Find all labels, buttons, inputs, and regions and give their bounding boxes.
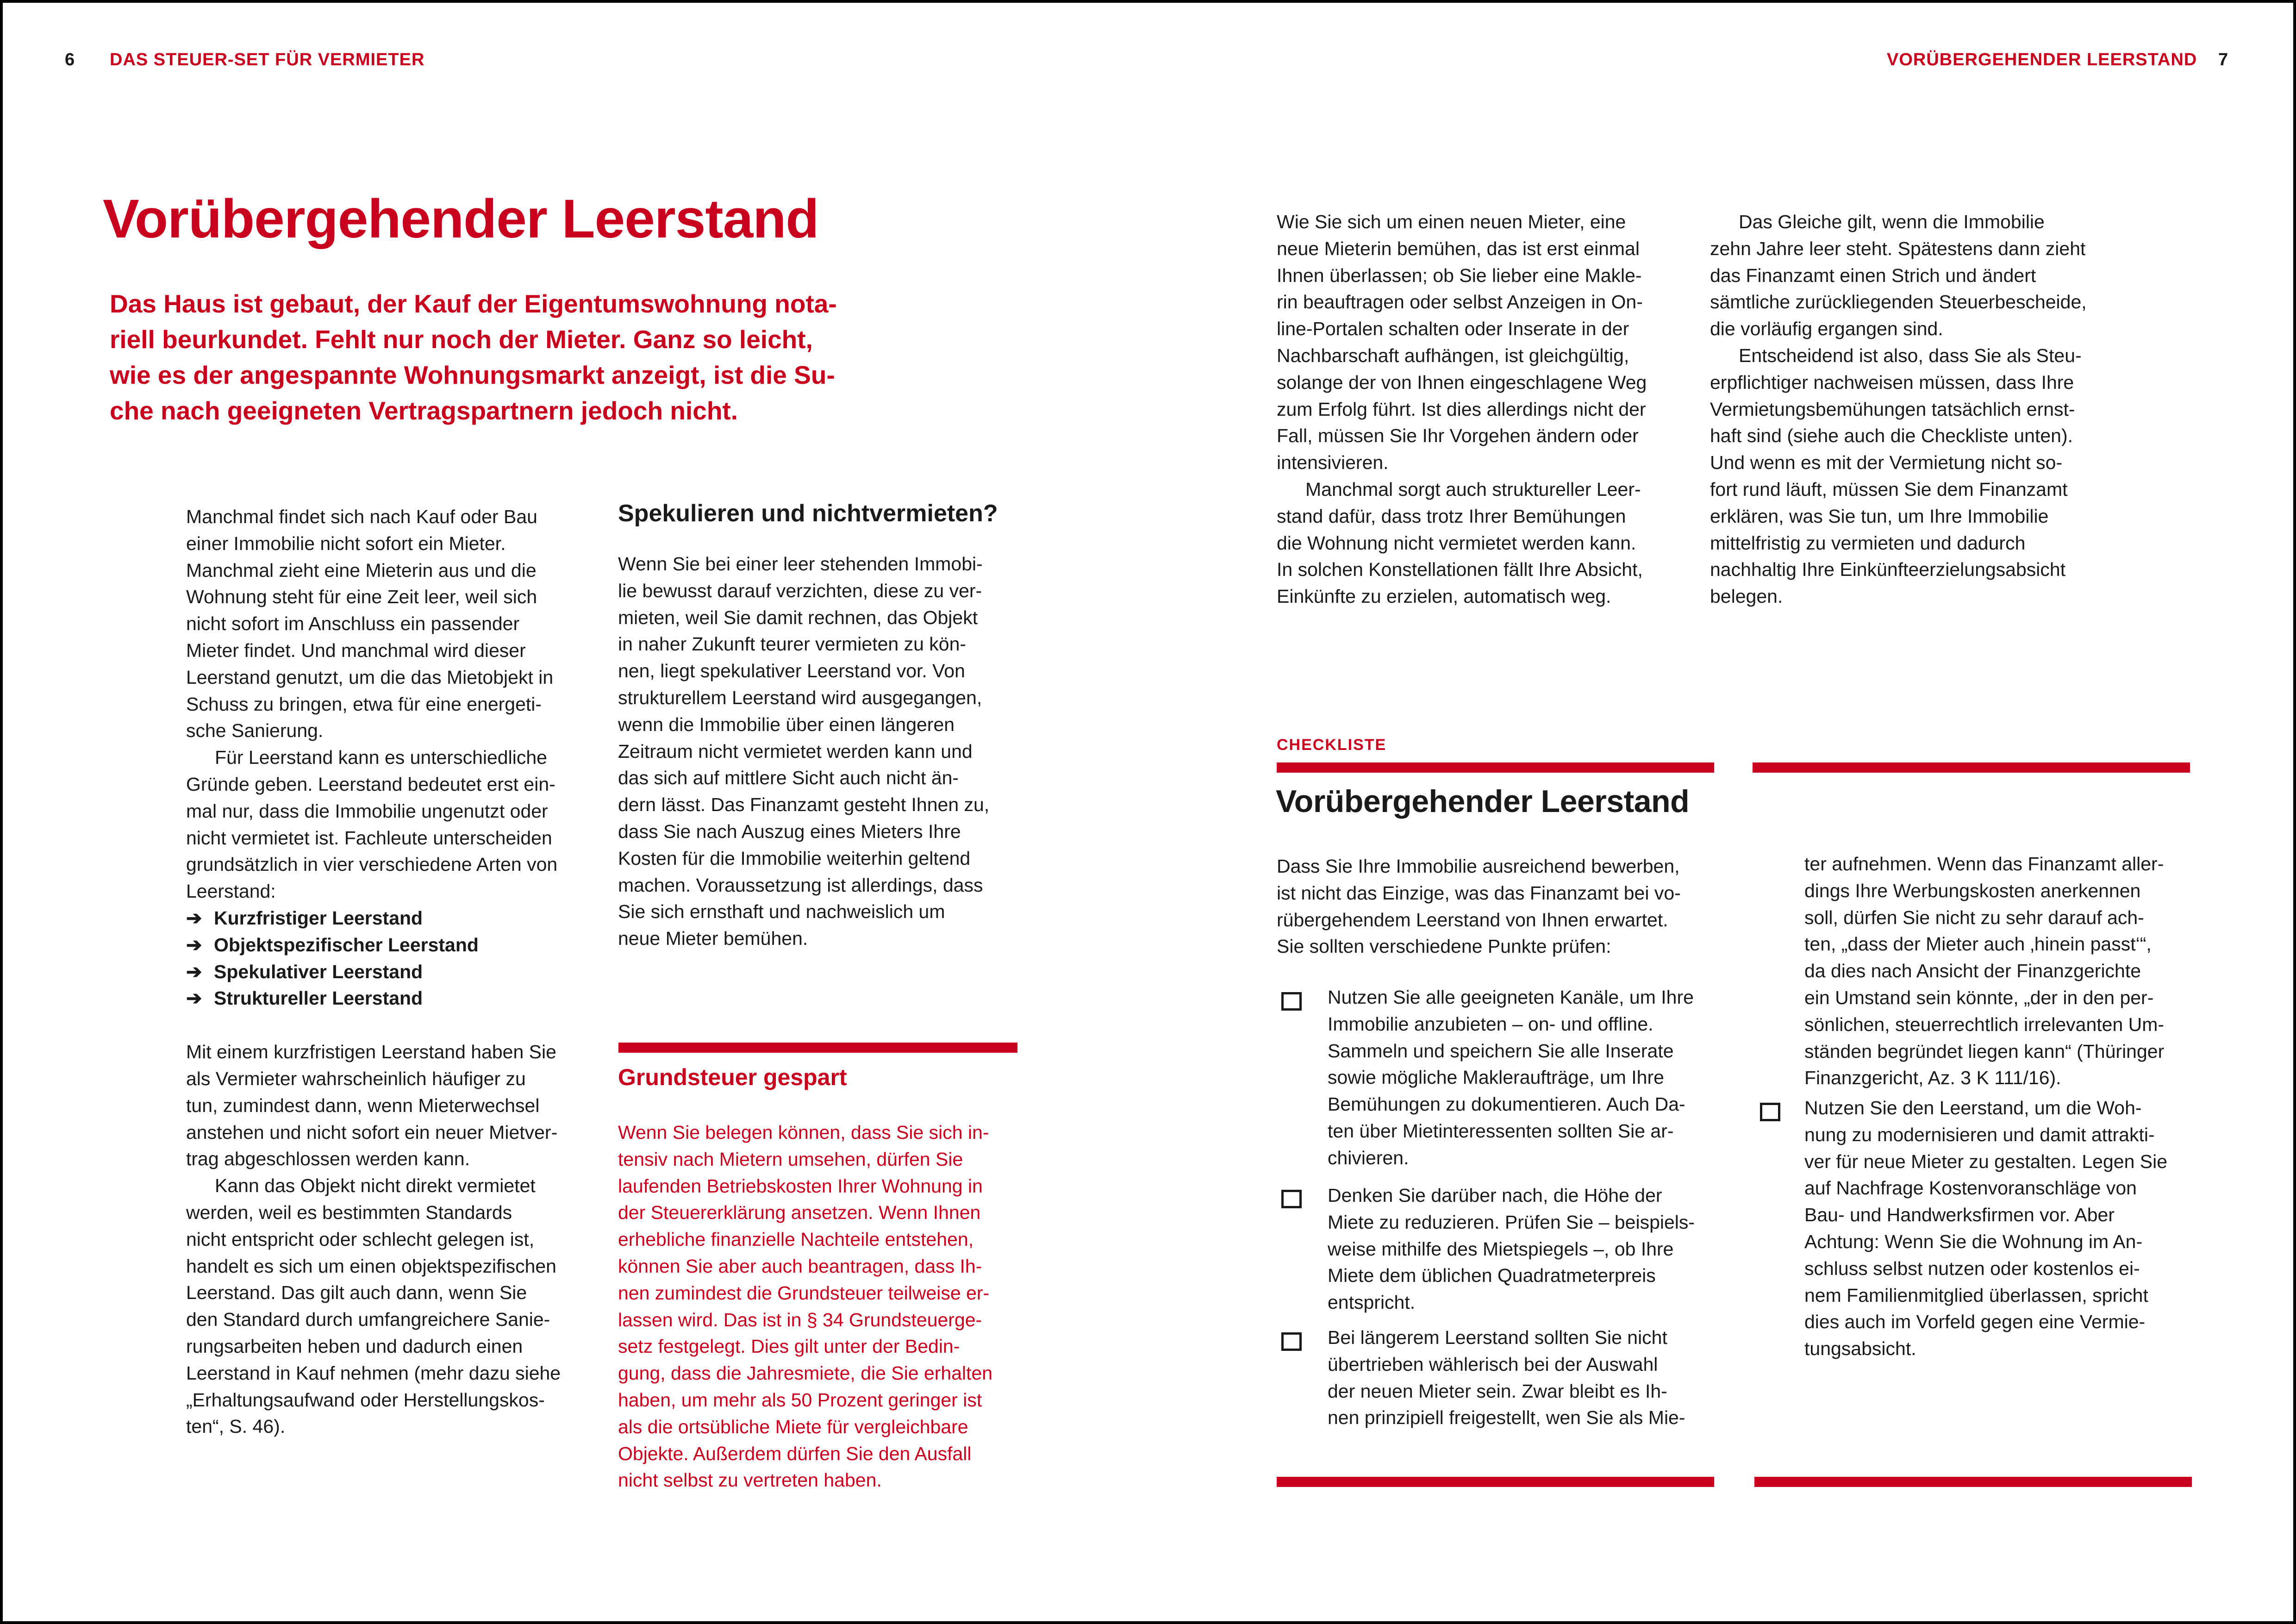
checklist-label: CHECKLISTE (1277, 736, 1387, 754)
text-line: Vermietungsbemühungen tatsächlich ernst- (1710, 398, 2075, 420)
text-line: in naher Zukunft teurer vermieten zu kön- (618, 633, 967, 655)
text-line: das Finanzamt einen Strich und ändert (1710, 264, 2036, 286)
text-line: sämtliche zurückliegenden Steuerbescheide, (1710, 291, 2087, 313)
text-line: „Erhaltungsaufwand oder Herstellungskos- (186, 1389, 545, 1411)
heading-line: vermieten? (869, 500, 998, 527)
text-line: lassen wird. Das ist in § 34 Grundsteuerge- (618, 1309, 982, 1330)
text-line: Leerstand in Kauf nehmen (mehr dazu siehe (186, 1362, 561, 1384)
text-line: erklären, was Sie tun, um Ihre Immobilie (1710, 505, 2049, 527)
left-column-1 (186, 504, 593, 1440)
text-line: Miete zu reduzieren. Prüfen Sie – beispiels- (1328, 1211, 1695, 1233)
text-line: ter aufnehmen. Wenn das Finanzamt aller- (1804, 853, 2164, 874)
text-line: nen prinzipiell freigestellt, wen Sie als Mie- (1328, 1407, 1685, 1429)
arrow-right-icon: ➔ (186, 961, 202, 982)
text-line: wenn die Immobilie über einen längeren (618, 713, 955, 735)
page-number-left: 6 (65, 50, 75, 69)
text-line: sowie mögliche Makleraufträge, um Ihre (1328, 1067, 1664, 1088)
text-line: laufenden Betriebskosten Ihrer Wohnung in (618, 1175, 983, 1197)
lede-line: Das Haus ist gebaut, der Kauf der Eigentumswohnung nota- (110, 289, 837, 318)
text-line: ten, „dass der Mieter auch ‚hinein passt‘“, (1804, 933, 2152, 955)
checklist-item-2-text (1328, 1182, 1726, 1316)
paragraph-ten-years (1710, 209, 2127, 343)
box-top-rule (618, 1043, 1017, 1053)
text-line: rungsarbeiten heben und dadurch einen (186, 1335, 523, 1357)
paragraph-structural (1277, 476, 1693, 610)
running-head-right: VORÜBERGEHENDER LEERSTAND (1887, 50, 2197, 69)
text-line: die vorläufig ergangen sind. (1710, 318, 1943, 340)
text-line: weise mithilfe des Mietspiegels –, ob Ihre (1328, 1238, 1674, 1260)
checkbox-item-1[interactable] (1281, 992, 1302, 1011)
text-line: nem Familienmitglied überlassen, spricht (1804, 1284, 2148, 1306)
text-line: Nachbarschaft aufhängen, ist gleichgültig, (1277, 344, 1629, 366)
text-line: Leerstand. Das gilt auch dann, wenn Sie (186, 1282, 527, 1304)
text-line: erhebliche finanzielle Nachteile entstehen, (618, 1229, 974, 1250)
text-line: nicht sofort im Anschluss ein passender (186, 613, 520, 635)
text-line: grundsätzlich in vier verschiedene Arten von (186, 854, 558, 875)
leerstand-types-list (186, 905, 593, 1012)
text-line: entspricht. (1328, 1292, 1416, 1313)
text-line: chivieren. (1328, 1147, 1409, 1168)
text-line: Sammeln und speichern Sie alle Inserate (1328, 1040, 1674, 1062)
leerstand-type-label: Kurzfristiger Leerstand (214, 907, 423, 929)
text-line: Leerstand: (186, 881, 276, 902)
text-line: Manchmal zieht eine Mieterin aus und die (186, 559, 537, 581)
checklist-bottom-rule-right (1754, 1477, 2192, 1487)
text-line: Bei längerem Leerstand sollten Sie nicht (1328, 1327, 1667, 1348)
checkbox-item-2[interactable] (1281, 1190, 1302, 1208)
paragraph-speculation (618, 551, 1016, 952)
text-line: Fall, müssen Sie Ihr Vorgehen ändern oder (1277, 425, 1639, 447)
checklist-intro (1277, 853, 1716, 960)
text-line: ständen begründet liegen kann“ (Thüringer (1804, 1040, 2165, 1062)
text-line: Wohnung steht für eine Zeit leer, weil sich (186, 586, 537, 608)
leerstand-type-item (186, 932, 593, 959)
text-line: dies auch im Vorfeld gegen eine Vermie- (1804, 1311, 2146, 1333)
text-line: Gründe geben. Leerstand bedeutet erst ein- (186, 773, 555, 795)
text-line: zum Erfolg führt. Ist dies allerdings nicht der (1277, 398, 1646, 420)
paragraph-intro (186, 504, 593, 744)
text-line: können Sie aber auch beantragen, dass Ih- (618, 1255, 982, 1277)
checklist-item-1-text (1328, 984, 1726, 1172)
text-line: Ihnen überlassen; ob Sie lieber eine Makle- (1277, 264, 1642, 286)
arrow-right-icon: ➔ (186, 934, 202, 956)
text-line: Dass Sie Ihre Immobilie ausreichend bewerben, (1277, 856, 1680, 877)
lede-line: che nach geeigneten Vertragspartnern jedoch nicht. (110, 396, 738, 425)
text-line: Mieter findet. Und manchmal wird dieser (186, 639, 526, 661)
text-line: neue Mieter bemühen. (618, 928, 808, 949)
text-line: der Steuererklärung ansetzen. Wenn Ihnen (618, 1202, 981, 1224)
text-line: tungsabsicht. (1804, 1338, 1916, 1360)
text-line: solange der von Ihnen eingeschlagene Weg (1277, 371, 1647, 393)
text-line: ten“, S. 46). (186, 1416, 286, 1437)
text-line: handelt es sich um einen objektspezifischen (186, 1255, 556, 1277)
text-line: Einkünfte zu erzielen, automatisch weg. (1277, 586, 1611, 607)
text-line: das sich auf mittlere Sicht auch nicht än- (618, 767, 959, 789)
text-line: Sie sollten verschiedene Punkte prüfen: (1277, 936, 1611, 957)
text-line: da dies nach Ansicht der Finanzgerichte (1804, 960, 2141, 982)
paragraph-finding-tenant (1277, 209, 1693, 476)
leerstand-type-label: Objektspezifischer Leerstand (214, 934, 479, 956)
text-line: gung, dass die Jahresmiete, die Sie erhalten (618, 1362, 993, 1384)
text-line: intensivieren. (1277, 452, 1389, 474)
leerstand-type-label: Struktureller Leerstand (214, 987, 423, 1009)
text-line: Miete dem üblichen Quadratmeterpreis (1328, 1265, 1656, 1287)
lede-line: wie es der angespannte Wohnungsmarkt anzeigt, ist die Su- (110, 361, 835, 389)
text-line: Kosten für die Immobilie weiterhin geltend (618, 847, 971, 869)
text-line: tun, zumindest dann, wenn Mieterwechsel (186, 1094, 540, 1116)
left-column-2 (618, 500, 1016, 952)
text-line: werden, weil es bestimmten Standards (186, 1201, 512, 1223)
text-line: sönlichen, steuerrechtlich irrelevanten Um- (1804, 1013, 2165, 1035)
text-line: Objekte. Außerdem dürfen Sie den Ausfall (618, 1443, 972, 1464)
text-line: Bau- und Handwerksfirmen vor. Aber (1804, 1204, 2115, 1226)
text-line: dern lässt. Das Finanzamt gesteht Ihnen zu, (618, 794, 990, 816)
box-heading: Grundsteuer gespart (618, 1064, 847, 1090)
text-line: tensiv nach Mietern umsehen, dürfen Sie (618, 1148, 963, 1170)
text-line: lie bewusst darauf verzichten, diese zu ver- (618, 580, 982, 601)
checklist-item-3-text-part1 (1328, 1324, 1726, 1431)
text-line: Und wenn es mit der Vermietung nicht so- (1710, 452, 2063, 474)
text-line: nen zumindest die Grundsteuer teilweise er- (618, 1282, 990, 1304)
text-line: Denken Sie darüber nach, die Höhe der (1328, 1185, 1662, 1206)
text-line: Achtung: Wenn Sie die Wohnung im An- (1804, 1230, 2143, 1252)
leerstand-type-label: Spekulativer Leerstand (214, 961, 423, 982)
text-line: mal nur, dass die Immobilie ungenutzt oder (186, 800, 548, 822)
checklist-title: Vorübergehender Leerstand (1276, 784, 1690, 819)
lede-paragraph (110, 286, 837, 429)
text-line: als die ortsübliche Miete für vergleichbare (618, 1416, 968, 1437)
text-line: Sie sich ernsthaft und nachweislich um (618, 901, 945, 923)
section-heading-speculation (618, 500, 1016, 527)
text-line: dass Sie nach Auszug eines Mieters Ihre (618, 820, 961, 842)
text-line: fort rund läuft, müssen Sie dem Finanzamt (1710, 478, 2068, 500)
text-line: In solchen Konstellationen fällt Ihre Absicht, (1277, 559, 1643, 581)
paragraph-object-specific (186, 1173, 593, 1440)
text-line: ver für neue Mieter zu gestalten. Legen Sie (1804, 1150, 2168, 1172)
text-line: Nutzen Sie alle geeigneten Kanäle, um Ihre (1328, 987, 1694, 1008)
text-line: Immobilie anzubieten – on- und offline. (1328, 1013, 1653, 1035)
text-line: Wenn Sie belegen können, dass Sie sich in- (618, 1122, 989, 1143)
text-line: Entscheidend ist also, dass Sie als Steu- (1739, 344, 2082, 366)
text-line: Für Leerstand kann es unterschiedliche (215, 747, 547, 768)
checklist-top-rule-right (1753, 762, 2190, 773)
text-line: strukturellem Leerstand wird ausgegangen, (618, 687, 982, 708)
text-line: auf Nachfrage Kostenvoranschläge von (1804, 1177, 2137, 1199)
text-line: nung zu modernisieren und damit attrakti- (1804, 1124, 2155, 1145)
checklist-bottom-rule-left (1277, 1477, 1714, 1487)
text-line: sche Sanierung. (186, 720, 324, 742)
text-line: haben, um mehr als 50 Prozent geringer ist (618, 1389, 982, 1411)
box-grundsteuer-text (618, 1119, 1025, 1494)
checklist-item-3-text-part2 (1804, 851, 2202, 1092)
text-line: haft sind (siehe auch die Checkliste unten). (1710, 425, 2073, 447)
text-line: setz festgelegt. Dies gilt unter der Bedin- (618, 1336, 960, 1357)
paragraph-decisive (1710, 343, 2127, 610)
running-head-left: DAS STEUER-SET FÜR VERMIETER (110, 50, 425, 69)
arrow-right-icon: ➔ (186, 987, 202, 1009)
checkbox-item-4[interactable] (1760, 1103, 1780, 1121)
text-line: ein Umstand sein könnte, „der in den per- (1804, 987, 2154, 1008)
leerstand-type-item (186, 985, 593, 1012)
right-column-1 (1277, 209, 1693, 610)
text-line: Zeitraum nicht vermietet werden kann und (618, 740, 973, 762)
text-line: trag abgeschlossen werden kann. (186, 1148, 470, 1170)
text-line: Wenn Sie bei einer leer stehenden Immobi- (618, 553, 983, 575)
text-line: Bemühungen zu dokumentieren. Auch Da- (1328, 1093, 1685, 1115)
text-line: nicht vermietet ist. Fachleute unterscheiden (186, 827, 552, 849)
text-line: die Wohnung nicht vermietet werden kann. (1277, 532, 1636, 554)
text-line: nicht selbst zu vertreten haben. (618, 1469, 882, 1491)
lede-line: riell beurkundet. Fehlt nur noch der Mieter. Ganz so leicht, (110, 325, 813, 354)
text-line: ten über Mietinteressenten sollten Sie ar- (1328, 1120, 1674, 1142)
text-line: neue Mieterin bemühen, das ist erst einmal (1277, 237, 1640, 259)
leerstand-type-item (186, 959, 593, 986)
text-line: den Standard durch umfangreichere Sanie- (186, 1309, 550, 1330)
text-line: belegen. (1710, 586, 1783, 607)
text-line: anstehen und nicht sofort ein neuer Mietver- (186, 1121, 558, 1143)
text-line: zehn Jahre leer steht. Spätestens dann zieht (1710, 237, 2086, 259)
page-title: Vorübergehender Leerstand (103, 188, 819, 250)
checklist-top-rule-left (1277, 762, 1714, 773)
text-line: Schuss zu bringen, etwa für eine energeti- (186, 693, 542, 715)
leerstand-type-item (186, 905, 593, 932)
text-line: mieten, weil Sie damit rechnen, das Objekt (618, 606, 978, 628)
text-line: Manchmal sorgt auch struktureller Leer- (1305, 478, 1641, 500)
paragraph-short-term (186, 1039, 593, 1173)
text-line: rin beauftragen oder selbst Anzeigen in On- (1277, 291, 1643, 313)
text-line: der neuen Mieter sein. Zwar bleibt es Ih- (1328, 1380, 1667, 1402)
text-line: nicht entspricht oder schlecht gelegen ist, (186, 1228, 535, 1250)
text-line: einer Immobilie nicht sofort ein Mieter. (186, 532, 506, 554)
text-line: Manchmal findet sich nach Kauf oder Bau (186, 506, 537, 527)
checkbox-item-3[interactable] (1281, 1332, 1302, 1351)
text-line: machen. Voraussetzung ist allerdings, dass (618, 874, 983, 896)
text-line: Kann das Objekt nicht direkt vermietet (215, 1175, 536, 1197)
text-line: erpflichtiger nachweisen müssen, dass Ihre (1710, 371, 2074, 393)
text-line: Nutzen Sie den Leerstand, um die Woh- (1804, 1097, 2142, 1118)
text-line: Finanzgericht, Az. 3 K 111/16). (1804, 1067, 2061, 1089)
text-line: mittelfristig zu vermieten und dadurch (1710, 532, 2026, 554)
checklist-item-4-text (1804, 1095, 2202, 1362)
heading-line: Spekulieren und nicht (618, 500, 870, 527)
page-number-right: 7 (2218, 50, 2228, 69)
text-line: soll, dürfen Sie nicht zu sehr darauf ach- (1804, 906, 2144, 928)
text-line: Mit einem kurzfristigen Leerstand haben Sie (186, 1041, 556, 1063)
arrow-right-icon: ➔ (186, 907, 202, 929)
text-line: ist nicht das Einzige, was das Finanzamt bei vo- (1277, 882, 1681, 904)
text-line: als Vermieter wahrscheinlich häufiger zu (186, 1068, 526, 1089)
right-column-2 (1710, 209, 2127, 610)
text-line: übertrieben wählerisch bei der Auswahl (1328, 1353, 1658, 1375)
text-line: Wie Sie sich um einen neuen Mieter, eine (1277, 211, 1626, 232)
text-line: line-Portalen schalten oder Inserate in der (1277, 318, 1629, 340)
text-line: nachhaltig Ihre Einkünfteerzielungsabsicht (1710, 559, 2066, 581)
paragraph-reasons (186, 744, 593, 905)
text-line: Das Gleiche gilt, wenn die Immobilie (1739, 211, 2045, 232)
text-line: schluss selbst nutzen oder kostenlos ei- (1804, 1257, 2140, 1279)
text-line: rübergehendem Leerstand von Ihnen erwartet. (1277, 909, 1668, 931)
text-line: stand dafür, dass trotz Ihrer Bemühungen (1277, 505, 1626, 527)
text-line: nen, liegt spekulativer Leerstand vor. Von (618, 660, 965, 682)
text-line: dings Ihre Werbungskosten anerkennen (1804, 880, 2141, 901)
text-line: Leerstand genutzt, um die das Mietobjekt in (186, 666, 554, 688)
